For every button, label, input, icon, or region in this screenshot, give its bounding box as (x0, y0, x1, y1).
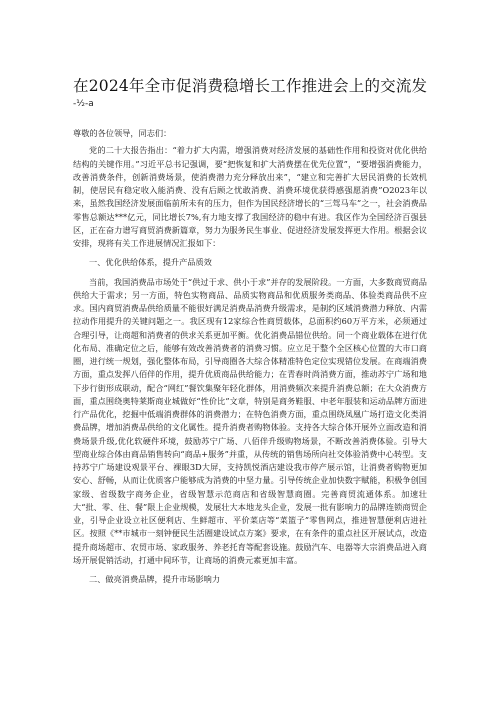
document-subtitle: -½-a (73, 99, 94, 109)
section-heading-2: 二、做亮消费品牌，提升市场影响力 (89, 574, 221, 584)
document-title: 在2024年全市促消费稳增长工作推进会上的交流发 (73, 77, 428, 95)
document-body (73, 127, 427, 592)
paragraph-section-1: 当前，我国消费品市场处于“供过于求、供小于求”并存的发展阶段。一方面，大多数商贸商品供给大于需求；另一方面，特色实物商品、品质实物商品和优质服务类商品、体验类商品供不应求。国内商贸消费品供给质量不能很好满足消费品消费升级需求，是制约区域消费潜力释放、内需拉动作用提升的关键问题之一。我区现有12家综合性商贸载体，总面积约60万平方米，必须通过合理引导，让商超和消费者的供求关系更加平衡。优化消费品错位供给。同一个商业载体在进行优化布局、准确定位之后，能够有效改善消费者的消费习惯。应立足于整个全区核心位置的大市口商圈，进行统一规划，强化整体布局，引导商圈各大综合体精准特色定位实现错位发展。在商端消费方面，重点发挥八佰伴的作用，提升优质商品供给能力；在青春时尚消费方面，推动苏宁广场和地下步行街形成联动，配合“网红”餐饮集聚年轻化群体，用消费频次来提升消费总额；在大众消费方面，重点围绕奥特莱斯商业城做好“性价比”文章，特别是商务鞋服、中老年服装和运动品牌方面进行产品优化，挖掘中低端消费群体的消费潜力；在特色消费方面，重点围绕凤凰广场打造文化类消费品牌，增加消费品供给的文化属性。提升消费者购物体验。支持各大综合体开展外立面改造和消费场景升级,优化软硬件环境，鼓励苏宁广场、八佰伴升级购物场景，不断改善消费体验。引导大型商业综合体由商品销售转向“商品+服务”并重，从传统的销售场所向社交体验消费中心转型。支持苏宁广场建设观景平台、裸眼3D大屏，支持凯悦酒店建设我市停产展示馆，让消费者购物更加安心、舒畅，从而让优质客户能够成为消费的中坚力量。引导传统企业加快数字赋能，积极争创国家级、省级数字商务企业，省级智慧示范商店和省级智慧商圈。完善商贸流通体系。加速壮大“批、零、住、餐”限上企业规模，发展壮大本地龙头企业，发展一批有影响力的品牌连锁商贸企业，引导企业设立社区便利店、生鲜超市、平价菜店等“菜篮子”零售网点，推进智慧便利店进社区。按照《**市城市一刻钟便民生活圈建设试点方案》要求，在有条件的重点社区开展试点，改造提升商场超市、农贸市场、家政服务、养老托育等配套设施。鼓励汽车、电器等大宗消费品进入商场开展促销活动，打通中间环节，让商场的消费元素更加丰富。 (73, 276, 427, 565)
section-heading-1: 一、优化供给体系，提升产品质效 (89, 257, 212, 268)
greeting: 尊敬的各位领导，同志们： (73, 128, 172, 138)
paragraph-intro: 党的二十大报告指出：“着力扩大内需，增强消费对经济发展的基础性作用和投资对优化供给结构的关键作用。”习近平总书记强调，要“把恢复和扩大消费摆在优先位置”，“要增强消费能力，改善消费条件，创新消费场景，使消费潜力充分释放出来”，“建立和完善扩大居民消费的长效机制，使居民有稳定收入能消费、没有后顾之忧敢消费、消费环境优获得感强愿消费”O2023年以来，虽然我国经济发展面临前所未有的压力，但作为国民经济增长的“三驾马车”之一，社会消费品零售总额达***亿元，同比增长7%,有力地支撑了我国经济的稳中有进。我区作为全国经济百强县区，正在奋力谱写商贸消费新篇章，努力为服务民生事业、促进经济发展发挥更大作用。根据会议安排，现将有关工作进展情况汇报如下： (73, 145, 427, 248)
